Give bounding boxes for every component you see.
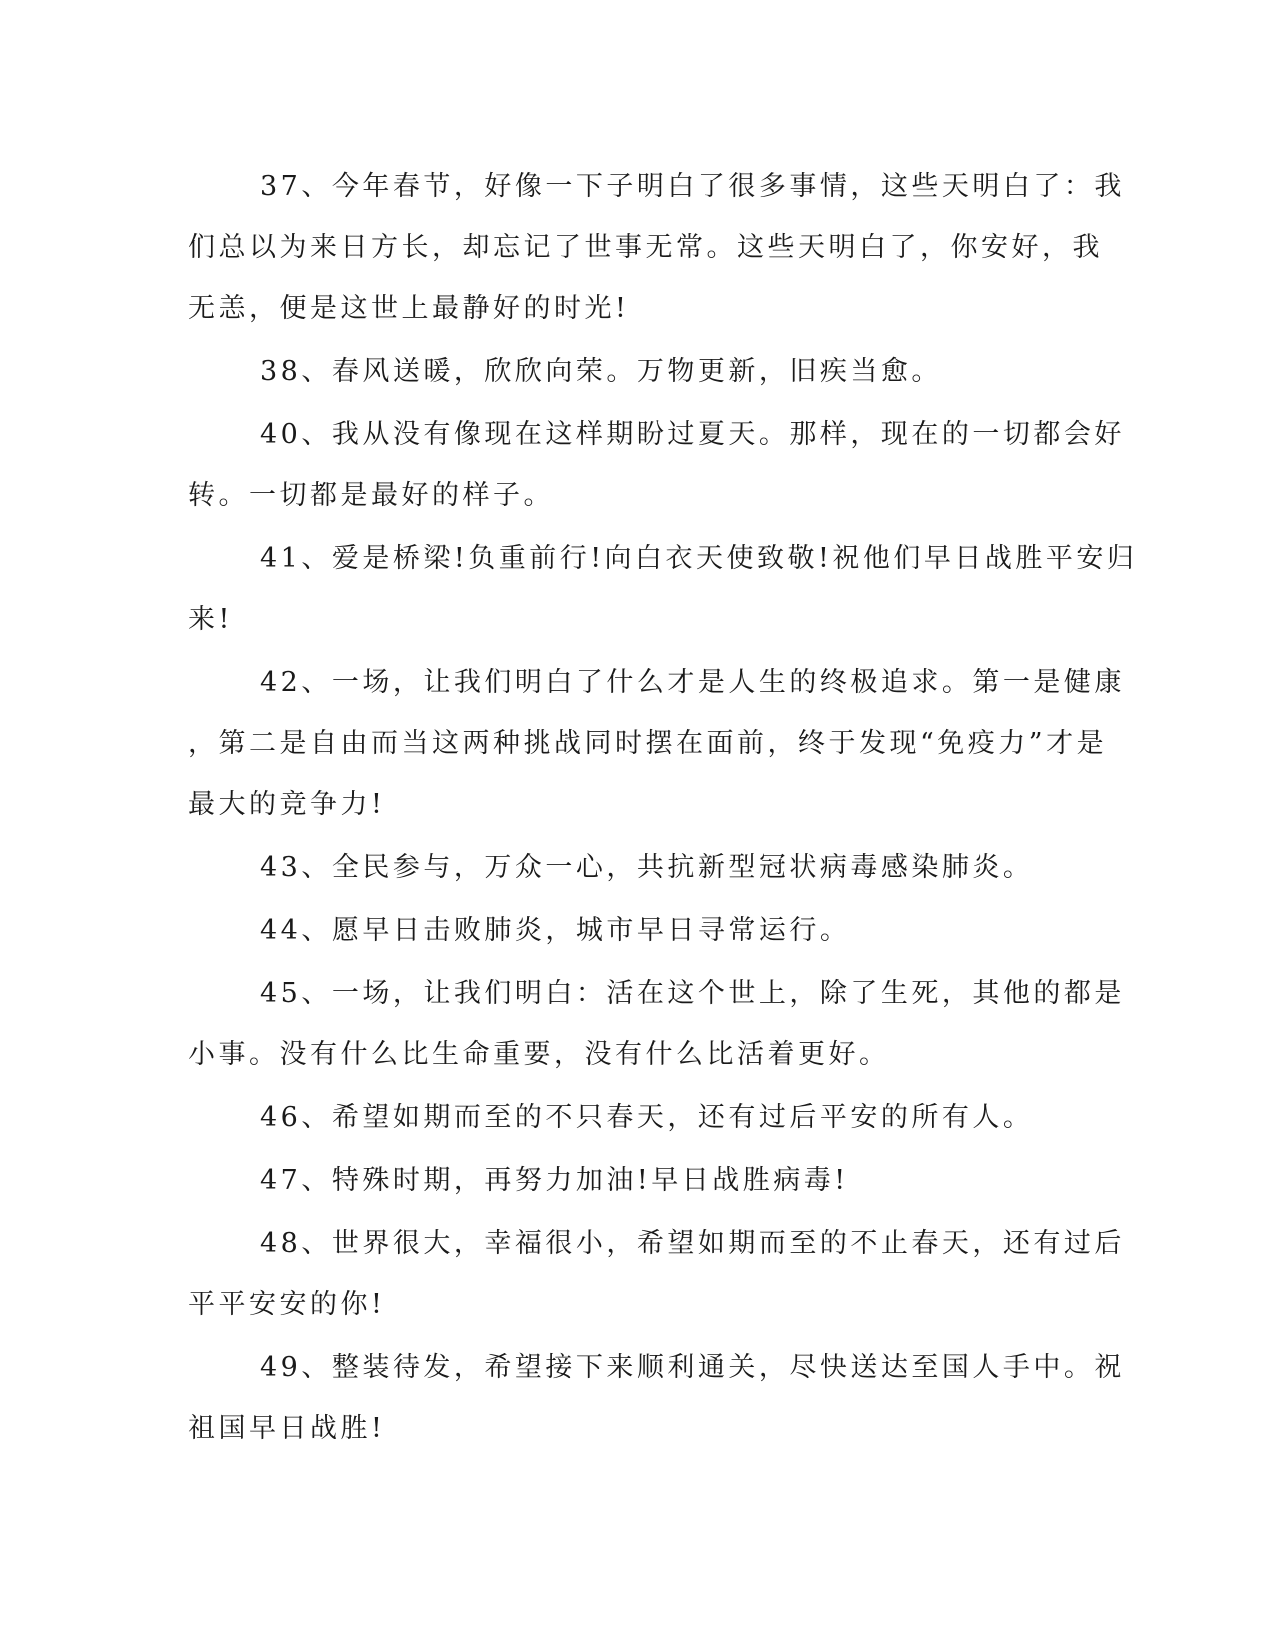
paragraph-line: 45、一场，让我们明白：活在这个世上，除了生死，其他的都是	[260, 978, 1125, 1009]
paragraph-42	[188, 652, 1125, 835]
paragraph-line: 41、爱是桥梁!负重前行!向白衣天使致敬!祝他们早日战胜平安归	[260, 543, 1138, 574]
paragraph-line: 48、世界很大，幸福很小，希望如期而至的不止春天，还有过后	[260, 1228, 1125, 1259]
paragraph-40	[188, 404, 1125, 526]
paragraph-line: 43、全民参与，万众一心，共抗新型冠状病毒感染肺炎。	[260, 852, 1034, 883]
paragraph-line: ，第二是自由而当这两种挑战同时摆在面前，终于发现“免疫力”才是	[188, 728, 1108, 759]
paragraph-line: 46、希望如期而至的不只春天，还有过后平安的所有人。	[260, 1102, 1034, 1133]
paragraph-line: 们总以为来日方长，却忘记了世事无常。这些天明白了，你安好，我	[188, 232, 1103, 263]
paragraph-43	[188, 837, 1085, 898]
paragraph-38	[188, 341, 1085, 402]
paragraph-37	[188, 156, 1125, 339]
paragraph-45	[188, 963, 1125, 1085]
paragraph-47	[188, 1150, 1085, 1211]
paragraph-line: 37、今年春节，好像一下子明白了很多事情，这些天明白了：我	[260, 171, 1125, 202]
paragraph-line: 无恙，便是这世上最静好的时光!	[188, 293, 630, 324]
paragraph-line: 38、春风送暖，欣欣向荣。万物更新，旧疾当愈。	[260, 356, 942, 387]
paragraph-line: 49、整装待发，希望接下来顺利通关，尽快送达至国人手中。祝	[260, 1352, 1125, 1383]
paragraph-line: 小事。没有什么比生命重要，没有什么比活着更好。	[188, 1039, 890, 1070]
paragraph-line: 祖国早日战胜!	[188, 1413, 386, 1444]
document-body	[188, 156, 1138, 1461]
paragraph-44	[188, 900, 1085, 961]
paragraph-line: 最大的竞争力!	[188, 789, 386, 820]
paragraph-48	[188, 1213, 1125, 1335]
paragraph-line: 44、愿早日击败肺炎，城市早日寻常运行。	[260, 915, 851, 946]
paragraph-41	[188, 528, 1138, 650]
paragraph-line: 40、我从没有像现在这样期盼过夏天。那样，现在的一切都会好	[260, 419, 1125, 450]
paragraph-line: 平平安安的你!	[188, 1289, 386, 1320]
paragraph-line: 转。一切都是最好的样子。	[188, 480, 554, 511]
paragraph-49	[188, 1337, 1125, 1459]
paragraph-line: 来!	[188, 604, 233, 635]
paragraph-line: 42、一场，让我们明白了什么才是人生的终极追求。第一是健康	[260, 667, 1125, 698]
paragraph-46	[188, 1087, 1085, 1148]
paragraph-line: 47、特殊时期，再努力加油!早日战胜病毒!	[260, 1165, 849, 1196]
